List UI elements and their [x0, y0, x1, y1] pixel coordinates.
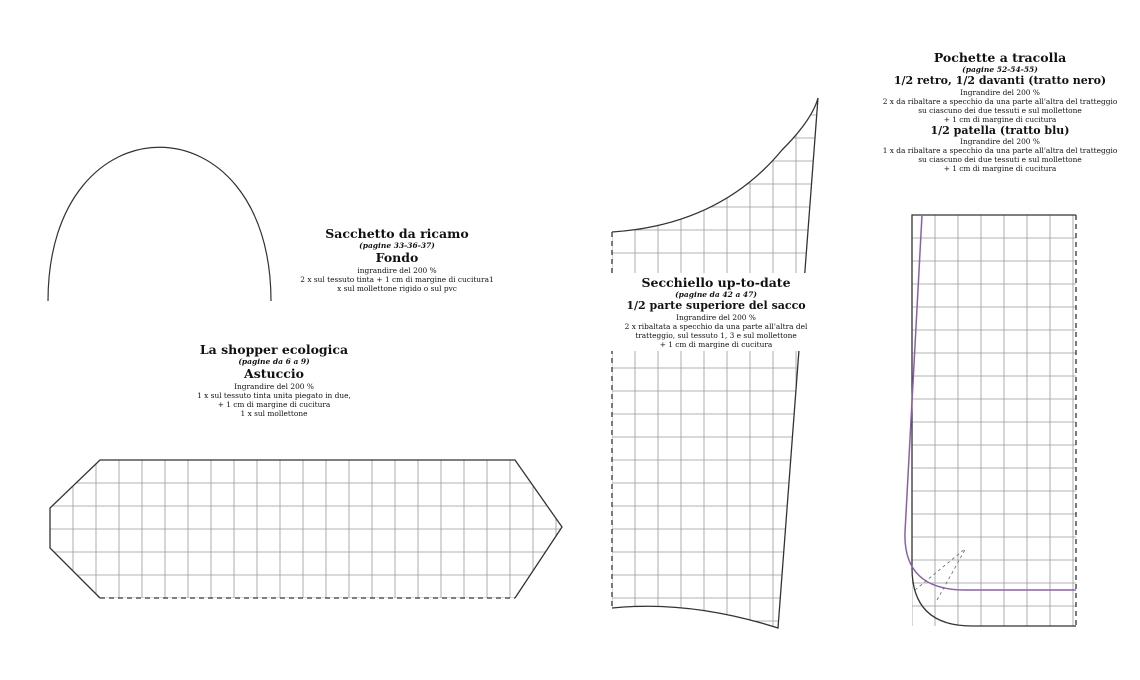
secchiello-line: 2 x ribaltata a specchio da una parte all'altra del — [624, 321, 808, 331]
shopper-line: 1 x sul mollettone — [240, 408, 308, 418]
secchiello-line: Ingrandire del 200 % — [676, 312, 756, 322]
shopper-subtitle: Astuccio — [244, 366, 304, 382]
sacchetto-line: x sul mollettone rigido o sul pvc — [337, 283, 457, 293]
shopper-label — [159, 342, 389, 418]
secchiello-label — [601, 273, 831, 351]
sacchetto-title: Sacchetto da ricamo — [325, 226, 469, 241]
secchiello-subtitle: 1/2 parte superiore del sacco — [626, 299, 806, 313]
pochette-pattern — [905, 215, 1076, 626]
pochette-label — [868, 50, 1132, 173]
pochette-subtitle-2: 1/2 patella (tratto blu) — [930, 123, 1070, 137]
pochette-line: Ingrandire del 200 % — [960, 87, 1040, 97]
shopper-grid — [50, 460, 565, 600]
shopper-line: + 1 cm di margine di cucitura — [217, 399, 331, 409]
sacchetto-label — [282, 226, 512, 293]
sacchetto-arch-outline — [48, 147, 271, 301]
sacchetto-line: ingrandire del 200 % — [357, 265, 437, 275]
pochette-pages: (pagine 52-54-55) — [962, 65, 1038, 75]
pochette-corner-dash — [937, 548, 966, 600]
secchiello-line: + 1 cm di margine di cucitura — [659, 339, 773, 349]
pochette-outline — [912, 215, 1076, 626]
secchiello-pages: (pagine da 42 a 47) — [675, 290, 757, 300]
shopper-title: La shopper ecologica — [199, 342, 349, 357]
pochette-grid — [912, 215, 1076, 626]
pochette-line: 1 x da ribaltare a specchio da una parte all'altra del tratteggio — [882, 146, 1118, 156]
secchiello-pattern — [612, 92, 822, 630]
pochette-title: Pochette a tracolla — [933, 50, 1067, 65]
shopper-astuccio-pattern — [50, 460, 565, 600]
pochette-line: + 1 cm di margine di cucitura — [943, 114, 1057, 124]
pochette-subtitle: 1/2 retro, 1/2 davanti (tratto nero) — [893, 74, 1107, 88]
secchiello-line: tratteggio, sul tessuto 1, 3 e sul mollettone — [635, 330, 797, 340]
shopper-line: 1 x sul tessuto tinta unita piegato in due, — [197, 390, 351, 400]
sacchetto-line: 2 x sul tessuto tinta + 1 cm di margine di cucitura1 — [300, 274, 494, 284]
sacchetto-subtitle: Fondo — [375, 250, 419, 266]
pochette-line: su ciascuno dei due tessuti e sul mollettone — [918, 155, 1082, 165]
secchiello-grid — [612, 92, 822, 630]
secchiello-outline — [612, 98, 818, 628]
pochette-line: su ciascuno dei due tessuti e sul mollettone — [918, 105, 1082, 115]
pochette-line: + 1 cm di margine di cucitura — [943, 164, 1057, 174]
shopper-line: Ingrandire del 200 % — [234, 381, 314, 391]
sacchetto-pages: (pagine 33-36-37) — [359, 241, 435, 251]
shopper-pages: (pagine da 6 a 9) — [238, 357, 310, 367]
pochette-line: Ingrandire del 200 % — [960, 137, 1040, 147]
sacchetto-fondo-pattern — [48, 147, 271, 301]
secchiello-title: Secchiello up-to-date — [641, 275, 791, 290]
pochette-line: 2 x da ribaltare a specchio da una parte all'altra del tratteggio — [882, 96, 1118, 106]
